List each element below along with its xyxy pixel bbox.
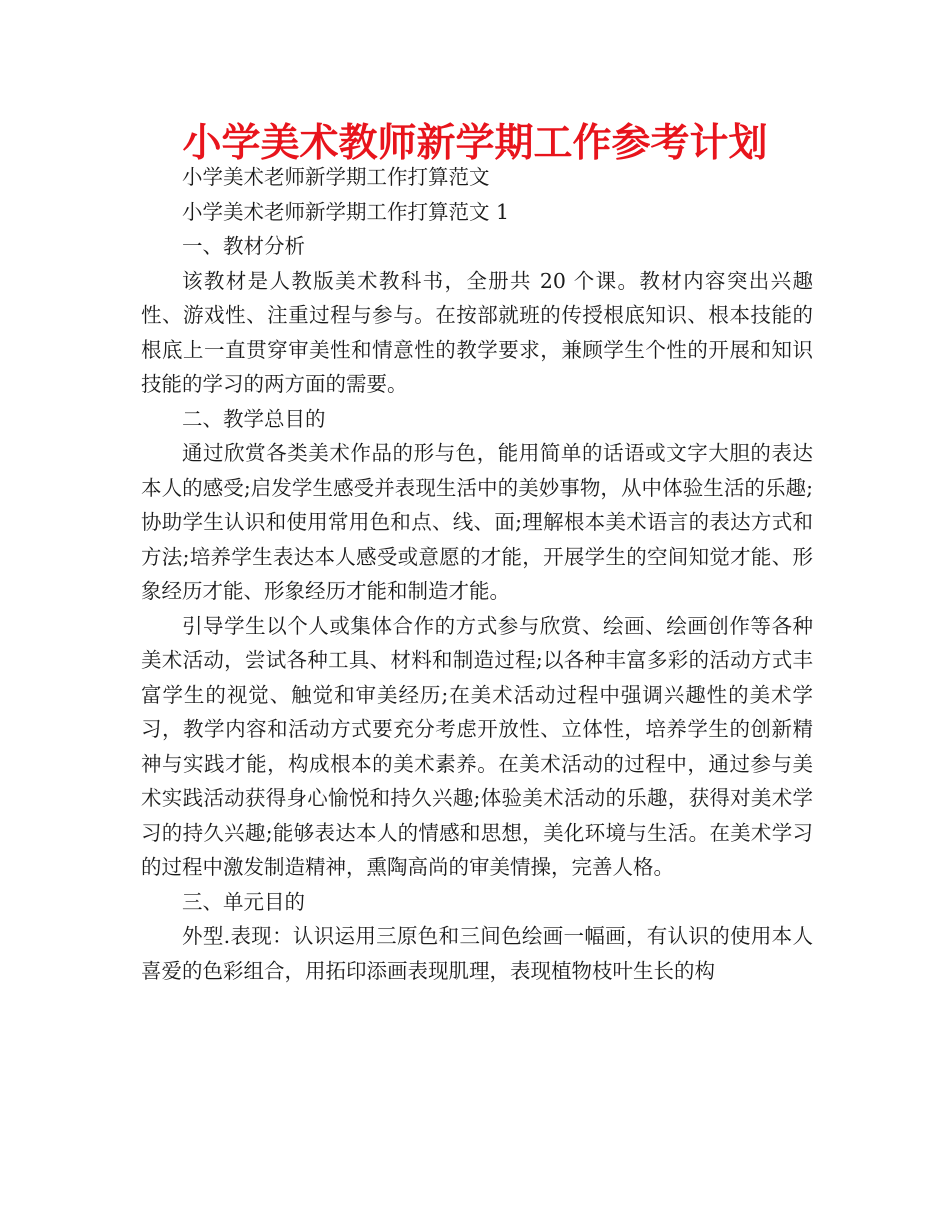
subtitle-paragraph: 小学美术老师新学期工作打算范文	[182, 165, 490, 189]
section-heading: 一、教材分析	[182, 234, 305, 258]
body-paragraph: 引导学生以个人或集体合作的方式参与欣赏、绘画、绘画创作等各种美术活动，尝试各种工具、材料和制造过程;以各种丰富多彩的活动方式丰富学生的视觉、触觉和审美经历;在美术活动过程中强调兴趣性的美术学习，教学内容和活动方式要充分考虑开放性、立体性，培养学生的创新精神与实践才能，构成根本的美术素养。在美术活动的过程中，通过参与美术实践活动获得身心愉悦和持久兴趣;体验美术活动的乐趣，获得对美术学习的持久兴趣;能够表达本人的情感和思想，美化环境与生活。在美术学习的过程中激发制造精神，熏陶高尚的审美情操，完善人格。	[141, 613, 813, 879]
body-paragraph: 该教材是人教版美术教科书，全册共 20 个课。教材内容突出兴趣性、游戏性、注重过程与参与。在按部就班的传授根底知识、根本技能的根底上一直贯穿审美性和情意性的教学要求，兼顾学生个性的开展和知识技能的学习的两方面的需要。	[141, 268, 813, 396]
body-paragraph: 外型.表现：认识运用三原色和三间色绘画一幅画，有认识的使用本人喜爱的色彩组合，用拓印添画表现肌理，表现植物枝叶生长的构	[141, 924, 813, 983]
section-heading: 三、单元目的	[182, 889, 305, 914]
subtitle-paragraph: 小学美术老师新学期工作打算范文 1	[182, 199, 510, 224]
document-body	[141, 160, 813, 988]
document-title: 小学美术教师新学期工作参考计划	[182, 121, 768, 166]
body-paragraph: 通过欣赏各类美术作品的形与色，能用简单的话语或文字大胆的表达本人的感受;启发学生感受并表现生活中的美妙事物，从中体验生活的乐趣;协助学生认识和使用常用色和点、线、面;理解根本美术语言的表达方式和方法;培养学生表达本人感受或意愿的才能，开展学生的空间知觉才能、形象经历才能、形象经历才能和制造才能。	[141, 441, 813, 603]
section-heading: 二、教学总目的	[182, 406, 326, 431]
